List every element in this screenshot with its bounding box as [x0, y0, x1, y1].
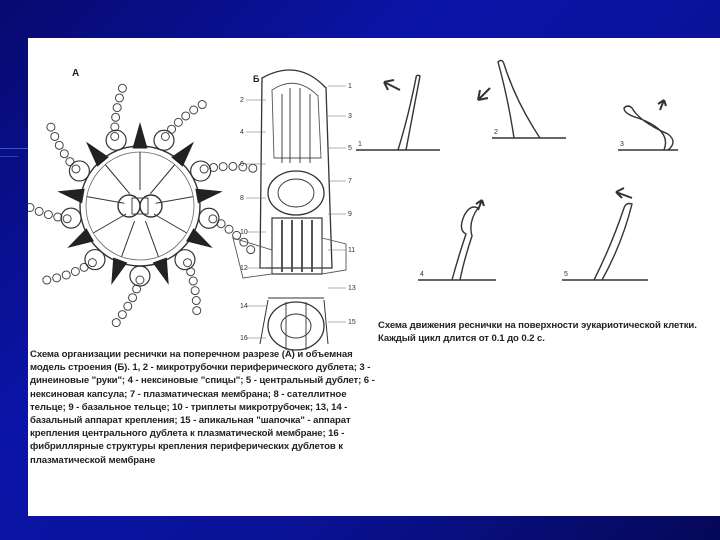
- motion-stage-4: [418, 200, 496, 280]
- microtubule-bead: [182, 112, 190, 120]
- microtubule-bead: [200, 165, 208, 173]
- motion-caption: Схема движения реснички на поверхности эукариотической клетки. Каждый цикл длится от 0.1 до 0.2 с.: [378, 320, 697, 345]
- nexin-spoke: [154, 214, 187, 233]
- dynein-arm: [153, 257, 169, 284]
- microtubule-bead: [35, 207, 43, 215]
- microtubule-bead: [247, 246, 255, 254]
- decorative-line: [0, 148, 28, 149]
- microtubule-bead: [190, 106, 198, 114]
- dynein-arm: [171, 142, 194, 167]
- microtubule-bead: [71, 267, 79, 275]
- motion-stage-3: [618, 100, 678, 150]
- microtubule-bead: [113, 104, 121, 112]
- structure-number-label: 1: [348, 83, 352, 90]
- microtubule-bead: [229, 162, 237, 170]
- microtubule-bead: [209, 215, 217, 223]
- microtubule-bead: [43, 276, 51, 284]
- motion-stage-2: [478, 60, 566, 138]
- panel-label-a: А: [72, 68, 80, 79]
- structure-number-label: 8: [240, 195, 244, 202]
- microtubule-bead: [55, 141, 63, 149]
- structure-labels: [240, 83, 356, 342]
- structure-number-label: 11: [348, 247, 356, 254]
- motion-step-label: 3: [620, 141, 624, 148]
- cilium-motion-diagram: [356, 60, 678, 280]
- peripheral-doublets: [28, 84, 257, 326]
- microtubule-bead: [88, 259, 96, 267]
- structure-number-label: 12: [240, 265, 248, 272]
- dynein-arm: [195, 189, 222, 204]
- microtubule-bead: [28, 203, 34, 211]
- panel-label-b: Б: [253, 74, 260, 84]
- structure-number-label: 2: [240, 97, 244, 104]
- microtubule-bead: [193, 307, 201, 315]
- microtubule-bead: [63, 215, 71, 223]
- microtubule-bead: [112, 319, 120, 327]
- microtubule-bead: [72, 165, 80, 173]
- microtubule-bead: [249, 164, 257, 172]
- dynein-arm: [132, 122, 147, 148]
- microtubule-bead: [129, 294, 137, 302]
- structure-number-label: 6: [240, 161, 244, 168]
- nexin-spoke: [93, 214, 126, 233]
- nexin-spoke: [156, 197, 193, 204]
- dynein-arm: [57, 189, 84, 204]
- structure-number-label: 7: [348, 178, 352, 185]
- microtubule-bead: [111, 132, 119, 140]
- microtubule-bead: [112, 113, 120, 121]
- microtubule-bead: [192, 297, 200, 305]
- structure-number-label: 9: [348, 211, 352, 218]
- microtubule-bead: [219, 163, 227, 171]
- structure-number-label: 3: [348, 113, 352, 120]
- microtubule-bead: [225, 225, 233, 233]
- dynein-arm: [111, 257, 127, 284]
- structure-number-label: 13: [348, 285, 356, 292]
- motion-stage-1: [356, 75, 440, 150]
- microtubule-bead: [47, 123, 55, 131]
- microtubule-bead: [118, 311, 126, 319]
- microtubule-bead: [44, 211, 52, 219]
- structure-caption: Схема организации реснички на поперечном разрезе (А) и объемная модель строения (Б). 1, 2 - микротрубочки периферического дублета; 3 - динеиновые "руки"; 4 - нексиновые "спицы"; 5 - центральный дублет; 6 - нексиновая капсула; 7 - плазматическая мембрана; 8 - сателлитное тельце; 9 - базальное тельце; 10 - триплеты микротрубочек; 13, 14 - базальный аппарат крепления; 15 - апикальная "шапочка" - аппарат крепления центрального дублета к плазматической мембране; 16 - фибриллярные структуры крепления периферических дублетов к плазматической мембране: [30, 349, 375, 466]
- nexin-spoke: [150, 165, 174, 194]
- microtubule-bead: [118, 84, 126, 92]
- microtubule-bead: [115, 94, 123, 102]
- structure-number-label: 15: [348, 319, 356, 326]
- cilium-cross-section: [28, 84, 257, 326]
- figure-panel: [28, 38, 720, 516]
- central-doublet: [118, 195, 162, 217]
- microtubule-bead: [198, 101, 206, 109]
- decorative-line: [0, 156, 18, 157]
- structure-number-label: 10: [240, 229, 248, 236]
- microtubule-bead: [189, 277, 197, 285]
- structure-number-label: 16: [240, 335, 248, 342]
- dynein-arm: [86, 142, 109, 167]
- microtubule-bead: [174, 118, 182, 126]
- motion-stage-5: [562, 188, 648, 280]
- cilium-3d-model: [233, 70, 346, 350]
- microtubule-bead: [53, 274, 61, 282]
- nexin-spoke: [122, 221, 135, 257]
- microtubule-bead: [184, 259, 192, 267]
- microtubule-bead: [62, 271, 70, 279]
- microtubule-bead: [51, 132, 59, 140]
- motion-step-label: 1: [358, 141, 362, 148]
- structure-number-label: 5: [348, 145, 352, 152]
- microtubule-bead: [66, 158, 74, 166]
- microtubule-bead: [136, 276, 144, 284]
- microtubule-bead: [191, 287, 199, 295]
- microtubule-bead: [60, 150, 68, 158]
- microtubule-bead: [124, 302, 132, 310]
- motion-step-labels: [358, 129, 624, 278]
- structure-number-label: 14: [240, 303, 248, 310]
- motion-step-label: 5: [564, 271, 568, 278]
- microtubule-bead: [161, 132, 169, 140]
- motion-step-label: 4: [420, 271, 424, 278]
- nexin-spoke: [145, 221, 158, 257]
- nexin-spoke: [87, 197, 124, 204]
- motion-step-label: 2: [494, 129, 498, 136]
- structure-number-label: 4: [240, 129, 244, 136]
- nexin-spoke: [105, 165, 129, 194]
- dynein-arm: [67, 228, 94, 248]
- dynein-arm: [186, 228, 213, 248]
